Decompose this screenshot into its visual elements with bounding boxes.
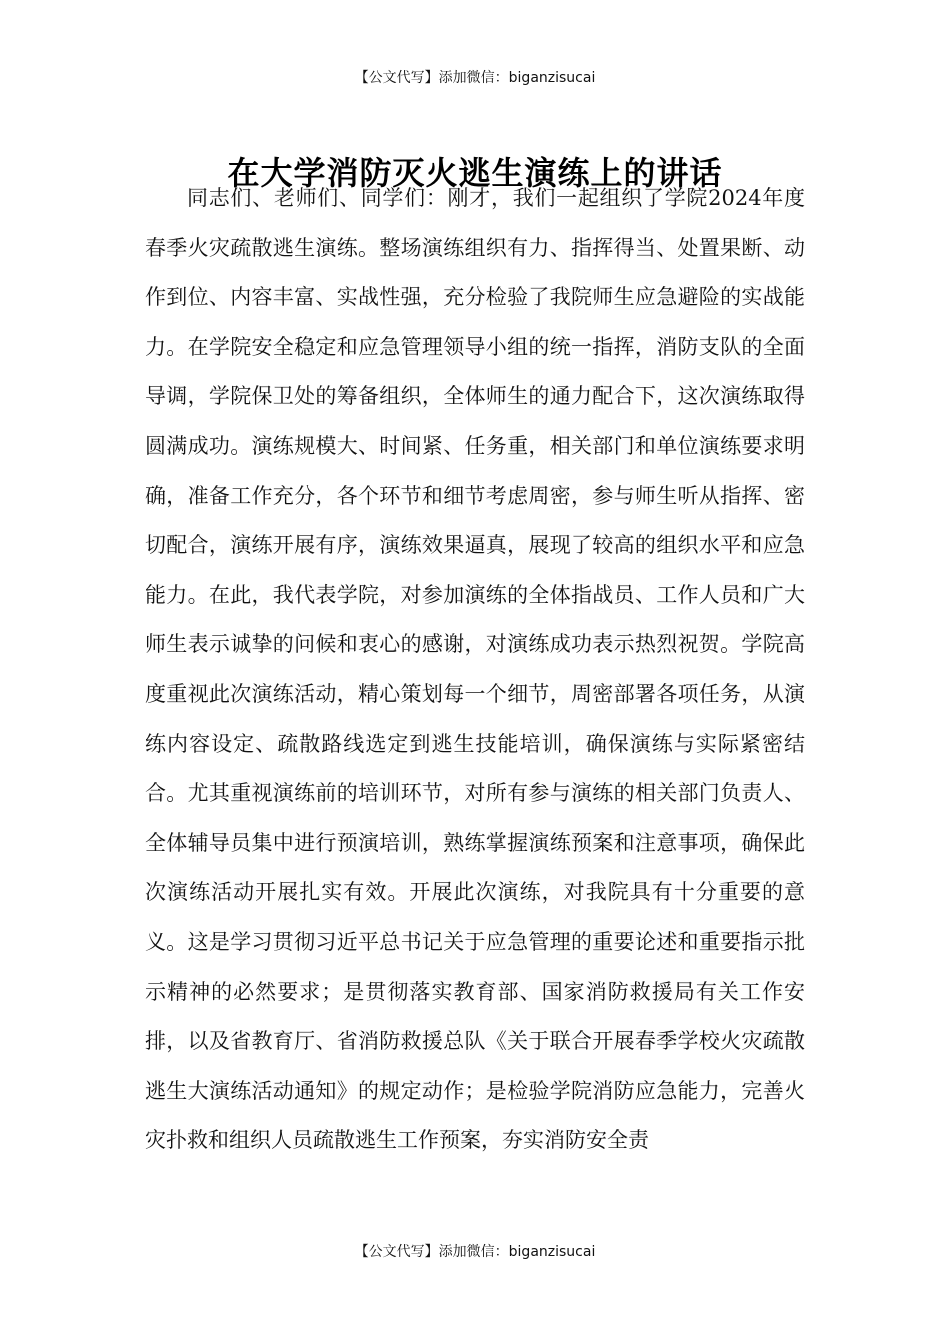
header-note: 【公文代写】添加微信：biganzisucai	[354, 70, 596, 86]
body-paragraph: 同志们、老师们、同学们：刚才，我们一起组织了学院2024年度春季火灾疏散逃生演练。整场演练组织有力、指挥得当、处置果断、动作到位、内容丰富、实战性强，充分检验了我院师生应急避险的实战能力。在学院安全稳定和应急管理领导小组的统一指挥，消防支队的全面导调，学院保卫处的筹备组织，全体师生的通力配合下，这次演练取得圆满成功。演练规模大、时间紧、任务重，相关部门和单位演练要求明确，准备工作充分，各个环节和细节考虑周密，参与师生听从指挥、密切配合，演练开展有序，演练效果逼真，展现了较高的组织水平和应急能力。在此，我代表学院，对参加演练的全体指战员、工作人员和广大师生表示诚挚的问候和衷心的感谢，对演练成功表示热烈祝贺。学院高度重视此次演练活动，精心策划每一个细节，周密部署各项任务，从演练内容设定、疏散路线选定到逃生技能培训，确保演练与实际紧密结合。尤其重视演练前的培训环节，对所有参与演练的相关部门负责人、全体辅导员集中进行预演培训，熟练掌握演练预案和注意事项，确保此次演练活动开展扎实有效。开展此次演练，对我院具有十分重要的意义。这是学习贯彻习近平总书记关于应急管理的重要论述和重要指示批示精神的必然要求；是贯彻落实教育部、国家消防救援局有关工作安排，以及省教育厅、省消防救援总队《关于联合开展春季学校火灾疏散逃生大演练活动通知》的规定动作；是检验学院消防应急能力，完善火灾扑救和组织人员疏散逃生工作预案，夯实消防安全责	[145, 186, 805, 1153]
document-title: 在大学消防灭火逃生演练上的讲话	[227, 154, 723, 193]
footer-note: 【公文代写】添加微信：biganzisucai	[354, 1244, 596, 1260]
